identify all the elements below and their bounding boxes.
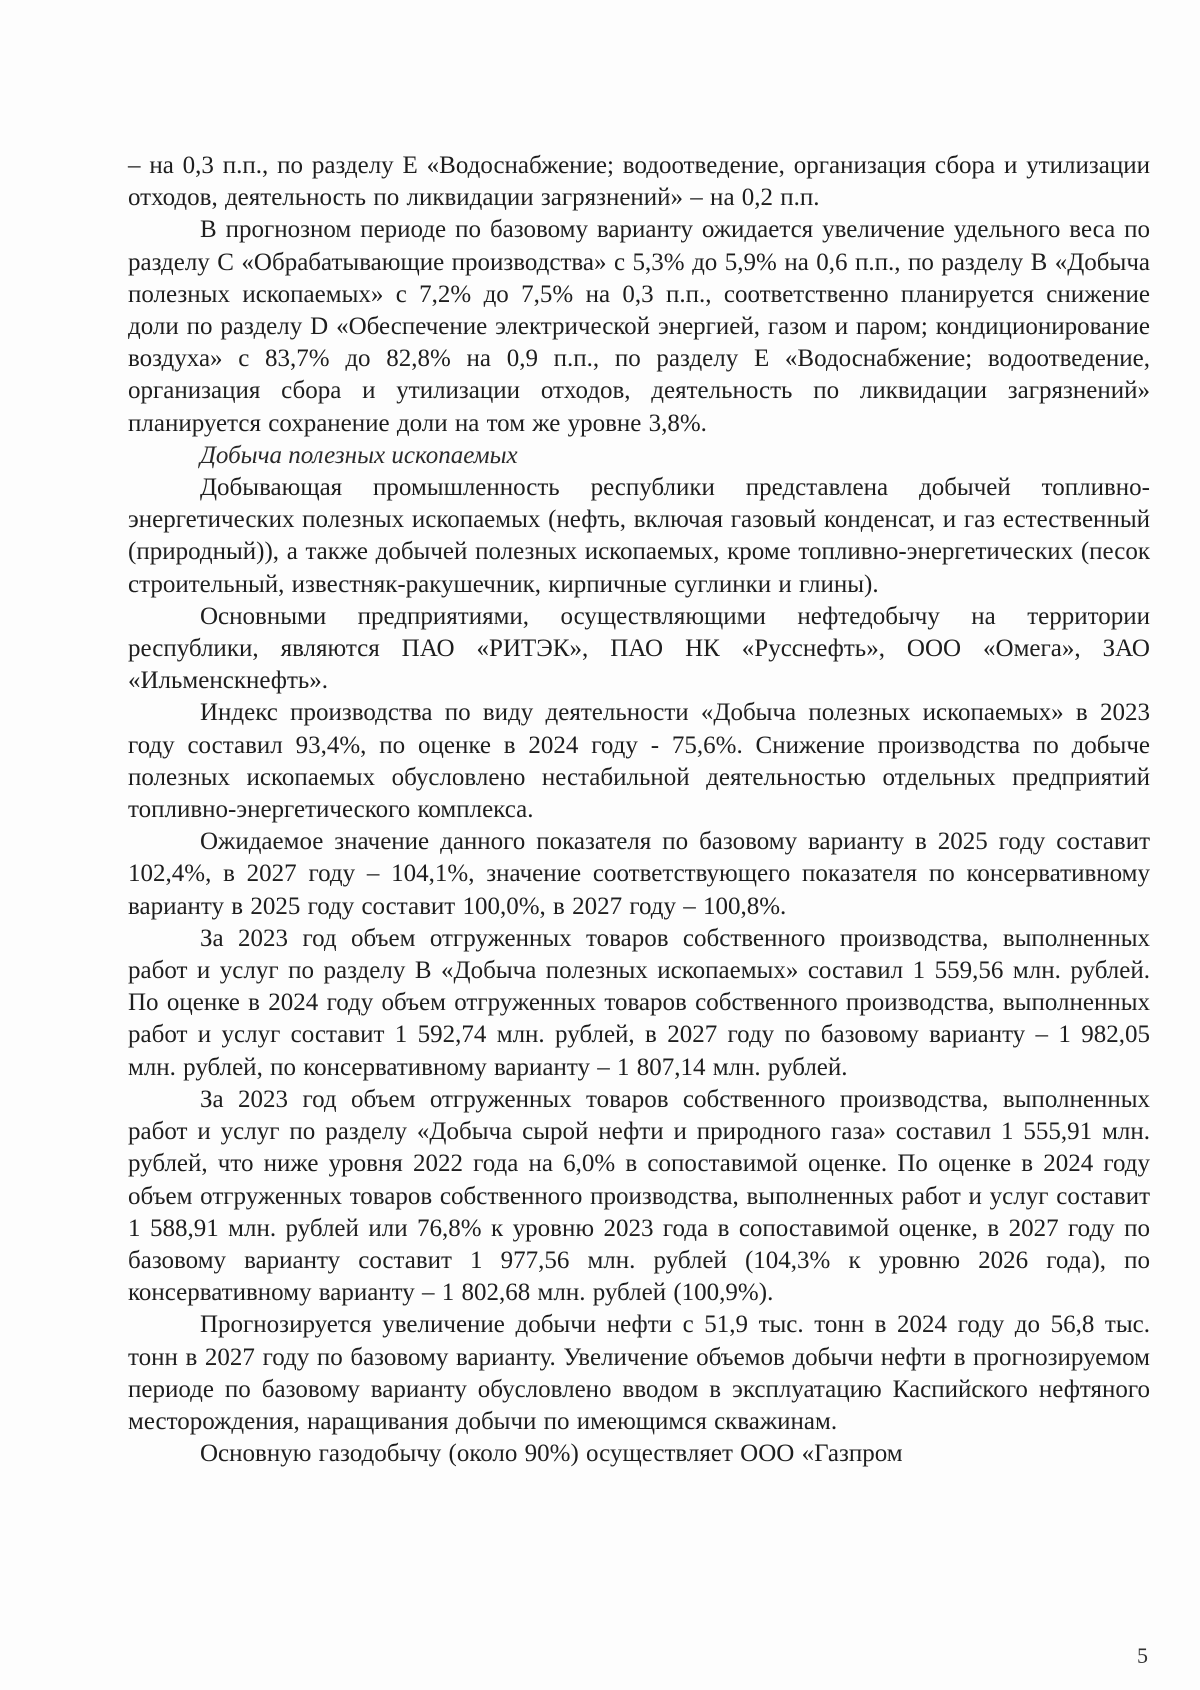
paragraph-mining-industry: Добывающая промышленность республики представлена добычей топливно-энергетических полезных ископаемых (нефть, включая газовый конденсат, и газ естественный (природный)), а также добычей полезных ископаемых, кроме топливно-энергетических (песок строительный, известняк-ракушечник, кирпичные суглинки и глины).	[128, 474, 1150, 598]
paragraph-continuation: – на 0,3 п.п., по разделу Е «Водоснабжение; водоотведение, организация сбора и утилизации отходов, деятельность по ликвидации загрязнений» – на 0,2 п.п.	[128, 152, 1150, 212]
paragraph-shipped-goods-oil-gas: За 2023 год объем отгруженных товаров собственного производства, выполненных работ и услуг по разделу «Добыча сырой нефти и природного газа» составил 1 555,91 млн. рублей, что ниже уровня 2022 года на 6,0% в сопоставимой оценке. По оценке в 2024 году объем отгруженных товаров собственного производства, выполненных работ и услуг составит 1 588,91 млн. рублей или 76,8% к уровню 2023 года в сопоставимой оценке, в 2027 году по базовому варианту составит 1 977,56 млн. рублей (104,3% к уровню 2026 года), по консервативному варианту – 1 802,68 млн. рублей (100,9%).	[128, 1085, 1150, 1307]
paragraph-forecast-share: В прогнозном периоде по базовому варианту ожидается увеличение удельного веса по разделу С «Обрабатывающие производства» с 5,3% до 5,9% на 0,6 п.п., по разделу В «Добыча полезных ископаемых» с 7,2% до 7,5% на 0,3 п.п., соответственно планируется снижение доли по разделу D «Обеспечение электрической энергией, газом и паром; кондиционирование воздуха» с 83,7% до 82,8% на 0,9 п.п., по разделу Е «Водоснабжение; водоотведение, организация сбора и утилизации отходов, деятельность по ликвидации загрязнений» планируется сохранение доли на том же уровне 3,8%.	[128, 216, 1150, 437]
page-number: 5	[1137, 1643, 1148, 1668]
paragraph-expected-index: Ожидаемое значение данного показателя по базовому варианту в 2025 году составит 102,4%, в 2027 году – 104,1%, значение соответствующего показателя по консервативному варианту в 2025 году составит 100,0%, в 2027 году – 100,8%.	[128, 828, 1150, 920]
paragraph-oil-enterprises: Основными предприятиями, осуществляющими нефтедобычу на территории республики, являются ПАО «РИТЭК», ПАО НК «Русснефть», ООО «Омега», ЗАО «Ильменскнефть».	[128, 602, 1150, 695]
paragraph-shipped-goods-section-b: За 2023 год объем отгруженных товаров собственного производства, выполненных работ и услуг по разделу В «Добыча полезных ископаемых» составил 1 559,56 млн. рублей. По оценке в 2024 году объем отгруженных товаров собственного производства, выполненных работ и услуг составит 1 592,74 млн. рублей, в 2027 году по базовому варианту – 1 982,05 млн. рублей, по консервативному варианту – 1 807,14 млн. рублей.	[128, 924, 1150, 1081]
paragraph-oil-production-forecast: Прогнозируется увеличение добычи нефти с 51,9 тыс. тонн в 2024 году до 56,8 тыс. тонн в 2027 году по базовому варианту. Увеличение объемов добычи нефти в прогнозируемом периоде по базовому варианту обусловлено вводом в эксплуатацию Каспийского нефтяного месторождения, наращивания добычи по имеющимся скважинам.	[128, 1311, 1150, 1435]
paragraph-gas-production: Основную газодобычу (около 90%) осуществляет ООО «Газпром	[200, 1440, 903, 1468]
paragraph-production-index: Индекс производства по виду деятельности «Добыча полезных ископаемых» в 2023 году составил 93,4%, по оценке в 2024 году - 75,6%. Снижение производства по добыче полезных ископаемых обусловлено нестабильной деятельностью отдельных предприятий топливно-энергетического комплекса.	[128, 699, 1150, 824]
section-heading: Добыча полезных ископаемых	[200, 441, 518, 469]
